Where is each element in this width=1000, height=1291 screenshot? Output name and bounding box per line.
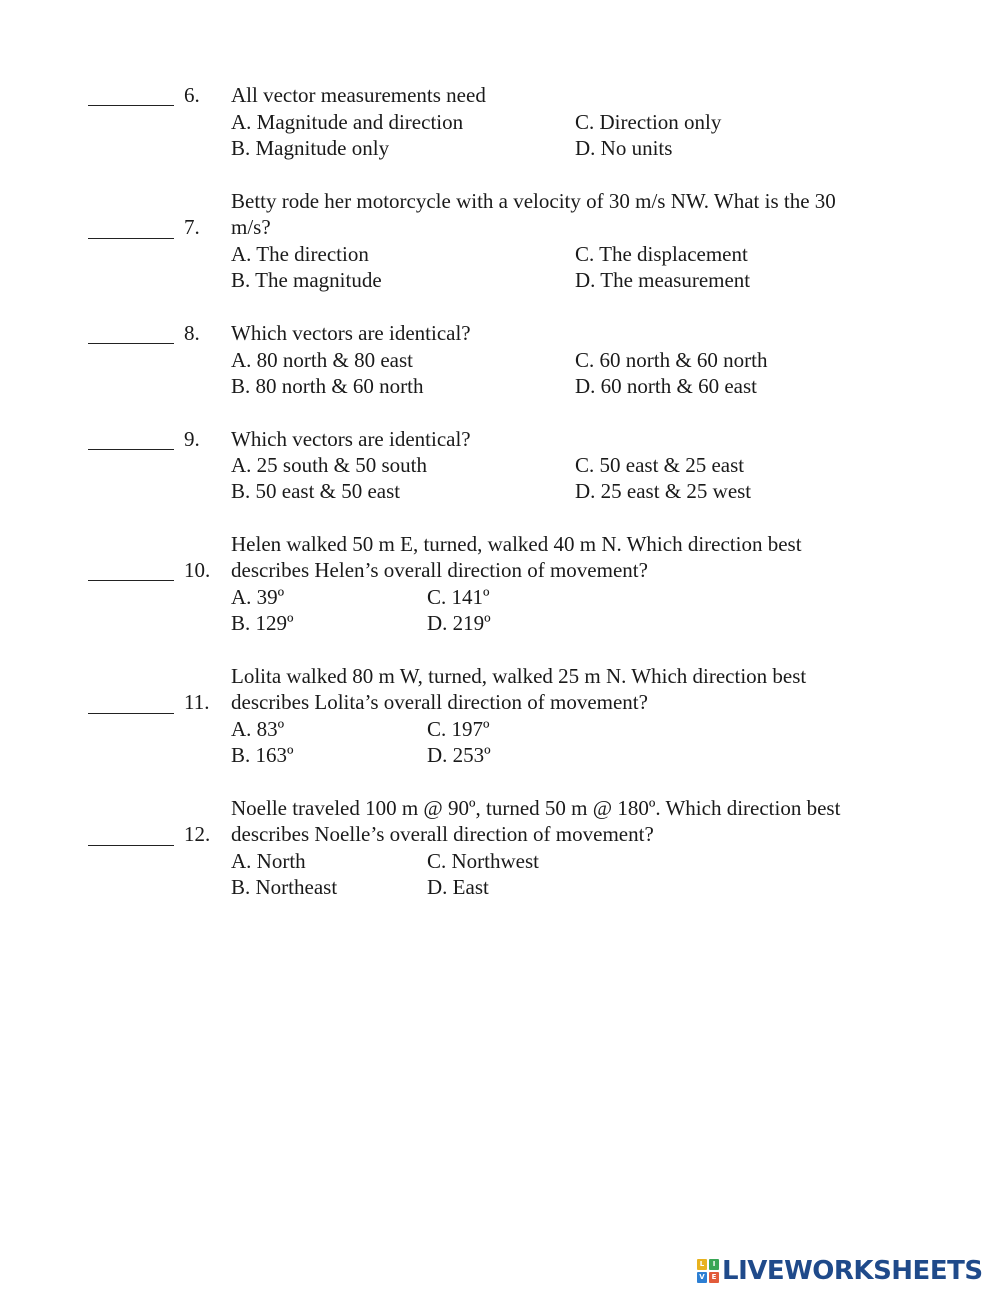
option-10d: D. 219º — [427, 611, 491, 635]
question-stem-11-line2: describes Lolita’s overall direction of movement? — [231, 690, 648, 714]
question-number-6: 6. — [184, 83, 200, 107]
answer-blank-11[interactable] — [88, 713, 174, 714]
option-7d: D. The measurement — [575, 268, 751, 292]
option-9a: A. 25 south & 50 south — [231, 453, 428, 477]
option-10a: A. 39º — [231, 585, 285, 609]
liveworksheets-logo[interactable] — [697, 1252, 983, 1290]
logo-block-e: E — [709, 1272, 719, 1283]
question-stem-12-line2: describes Noelle’s overall direction of movement? — [231, 822, 654, 846]
answer-blank-7[interactable] — [88, 238, 174, 239]
answer-blank-10[interactable] — [88, 580, 174, 581]
question-stem-11-line1: Lolita walked 80 m W, turned, walked 25 m N. Which direction best — [231, 664, 807, 688]
option-6c: C. Direction only — [575, 110, 722, 134]
option-8c: C. 60 north & 60 north — [575, 348, 768, 372]
option-6d: D. No units — [575, 136, 673, 160]
option-7b: B. The magnitude — [231, 268, 382, 292]
option-8b: B. 80 north & 60 north — [231, 374, 424, 398]
question-stem-12-line1: Noelle traveled 100 m @ 90º, turned 50 m @ 180º. Which direction best — [231, 796, 841, 820]
option-11d: D. 253º — [427, 743, 491, 767]
answer-blank-8[interactable] — [88, 343, 174, 344]
option-10b: B. 129º — [231, 611, 294, 635]
logo-blocks-icon — [697, 1259, 719, 1283]
option-6a: A. Magnitude and direction — [231, 110, 464, 134]
answer-blank-9[interactable] — [88, 449, 174, 450]
option-11a: A. 83º — [231, 717, 285, 741]
option-9b: B. 50 east & 50 east — [231, 479, 401, 503]
option-8a: A. 80 north & 80 east — [231, 348, 413, 372]
option-7a: A. The direction — [231, 242, 369, 266]
option-6b: B. Magnitude only — [231, 136, 390, 160]
question-number-7: 7. — [184, 215, 200, 239]
option-12c: C. Northwest — [427, 849, 539, 873]
logo-text: LIVEWORKSHEETS — [722, 1256, 983, 1286]
question-number-8: 8. — [184, 321, 200, 345]
question-stem-7-line2: m/s? — [231, 215, 271, 239]
option-12d: D. East — [427, 875, 489, 899]
logo-block-i: I — [709, 1259, 719, 1270]
answer-blank-12[interactable] — [88, 845, 174, 846]
option-9d: D. 25 east & 25 west — [575, 479, 752, 503]
answer-blank-6[interactable] — [88, 105, 174, 106]
logo-block-l: L — [697, 1259, 707, 1270]
question-number-9: 9. — [184, 427, 200, 451]
option-12a: A. North — [231, 849, 306, 873]
logo-block-v: V — [697, 1272, 707, 1283]
question-number-11: 11. — [184, 690, 210, 714]
question-stem-7-line1: Betty rode her motorcycle with a velocity of 30 m/s NW. What is the 30 — [231, 189, 836, 213]
option-11c: C. 197º — [427, 717, 490, 741]
question-stem-10-line2: describes Helen’s overall direction of movement? — [231, 558, 648, 582]
question-number-12: 12. — [184, 822, 211, 846]
option-10c: C. 141º — [427, 585, 490, 609]
question-stem-6: All vector measurements need — [231, 83, 486, 107]
option-8d: D. 60 north & 60 east — [575, 374, 757, 398]
question-stem-10-line1: Helen walked 50 m E, turned, walked 40 m N. Which direction best — [231, 532, 802, 556]
option-7c: C. The displacement — [575, 242, 748, 266]
option-9c: C. 50 east & 25 east — [575, 453, 745, 477]
question-stem-8: Which vectors are identical? — [231, 321, 471, 345]
option-12b: B. Northeast — [231, 875, 338, 899]
option-11b: B. 163º — [231, 743, 294, 767]
question-stem-9: Which vectors are identical? — [231, 427, 471, 451]
question-number-10: 10. — [184, 558, 211, 582]
